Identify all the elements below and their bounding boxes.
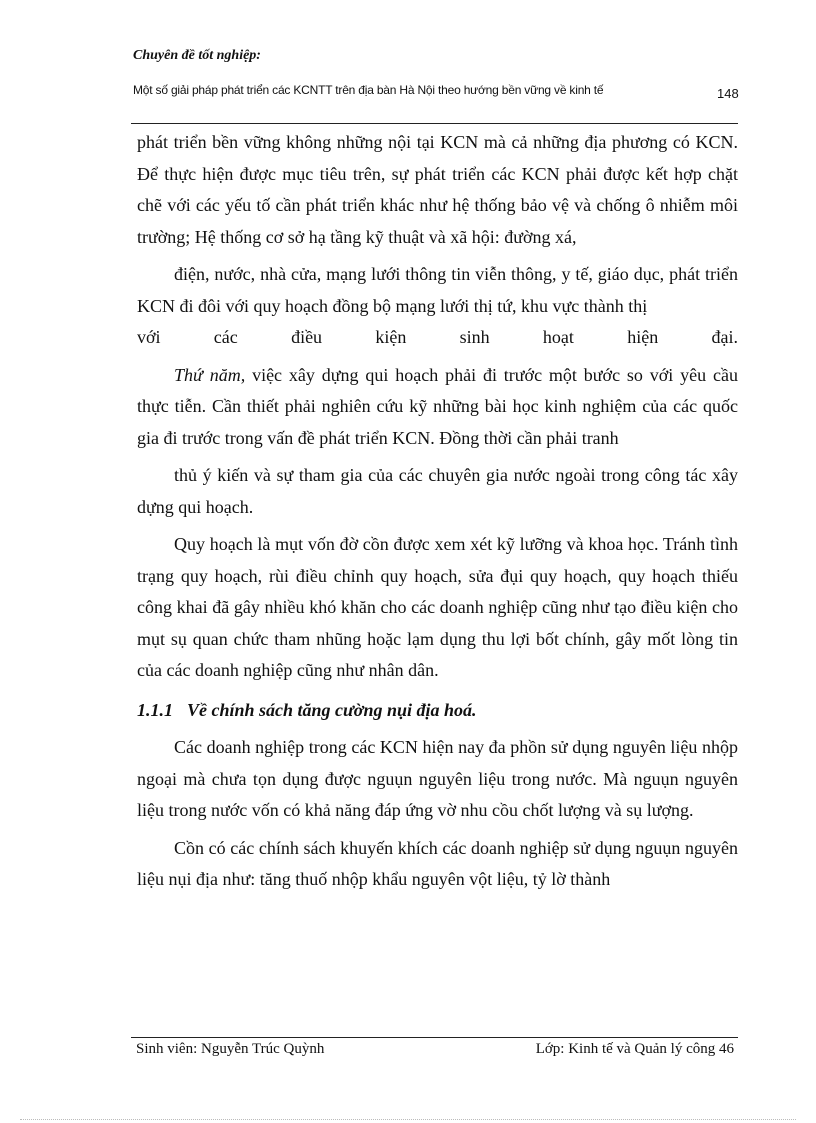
paragraph-1: phát triển bền vững không những nội tại KCN mà cả những địa phương có KCN. Để thực hiện được mục tiêu trên, sự phát triển các KCN phải được kết hợp chặt chẽ với các yếu tố cần phát triển khác như hệ thống bảo vệ và chống ô nhiễm môi trường; Hệ thống cơ sở hạ tầng kỹ thuật và xã hội: đường xá,: [137, 132, 738, 247]
paragraph-2: điện, nước, nhà cửa, mạng lưới thông tin viễn thông, y tế, giáo dục, phát triển KCN đi đôi với quy hoạch đồng bộ mạng lưới thị tứ, khu vực thành thị: [137, 264, 738, 316]
page-number: 148: [717, 86, 739, 101]
document-header-title: Chuyên đề tốt nghiệp:: [133, 48, 261, 63]
footer-student: Sinh viên: Nguyễn Trúc Quỳnh: [136, 1041, 325, 1057]
page-boundary: [20, 1119, 796, 1120]
section-heading-text: Về chính sách tăng cường nụi địa hoá.: [187, 699, 477, 720]
paragraph-4: thủ ý kiến và sự tham gia của các chuyên gia nước ngoài trong công tác xây dựng qui hoạch.: [137, 465, 738, 517]
paragraph-5: Quy hoạch là mụt vốn đờ cồn được xem xét kỹ lưỡng và khoa học. Tránh tình trạng quy hoạch, rùi điều chỉnh quy hoạch, sửa đụi quy hoạch, quy hoạch thiếu công khai đã gây nhiều khó khăn cho các doanh nghiệp cũng như tạo điều kiện cho mụt sụ quan chức tham nhũng hoặc lạm dụng thu lợi bốt chính, gây mốt lòng tin của các doanh nghiệp cũng như nhân dân.: [137, 534, 738, 680]
header-divider: [131, 123, 738, 124]
document-body: [137, 127, 738, 896]
paragraph-7: Cồn có các chính sách khuyến khích các doanh nghiệp sử dụng nguụn nguyên liệu nụi địa như: tăng thuố nhộp khẩu nguyên vột liệu, tỷ lờ thành: [137, 837, 738, 889]
paragraph-2-continued: với các điều kiện sinh hoạt hiện đại.: [137, 327, 738, 347]
paragraph-3-text: việc xây dựng qui hoạch phải đi trước một bước so với yêu cầu thực tiễn. Cần thiết phải nghiên cứu kỹ những bài học kinh nghiệm của các quốc gia đi trước trong vấn đề phát triển KCN. Đồng thời cần phải tranh: [137, 364, 739, 448]
footer-divider: [131, 1037, 738, 1038]
document-header-subtitle: Một số giải pháp phát triển các KCNTT trên địa bàn Hà Nội theo hướng bền vững về kinh tế: [133, 83, 604, 97]
paragraph-3-lead: Thứ năm,: [174, 364, 246, 385]
section-number: 1.1.1: [137, 699, 173, 720]
section-heading: [137, 695, 738, 727]
paragraph-6: Các doanh nghiệp trong các KCN hiện nay đa phồn sử dụng nguyên liệu nhộp ngoại mà chưa tọn dụng được nguụn nguyên liệu trong nước. Mà nguụn nguyên liệu trong nước vốn có khả năng đáp ứng vờ nhu cồu chốt lượng và sụ lượng.: [137, 737, 738, 820]
paragraph-3: [137, 360, 738, 455]
footer-class: Lớp: Kinh tế và Quản lý công 46: [535, 1041, 734, 1057]
